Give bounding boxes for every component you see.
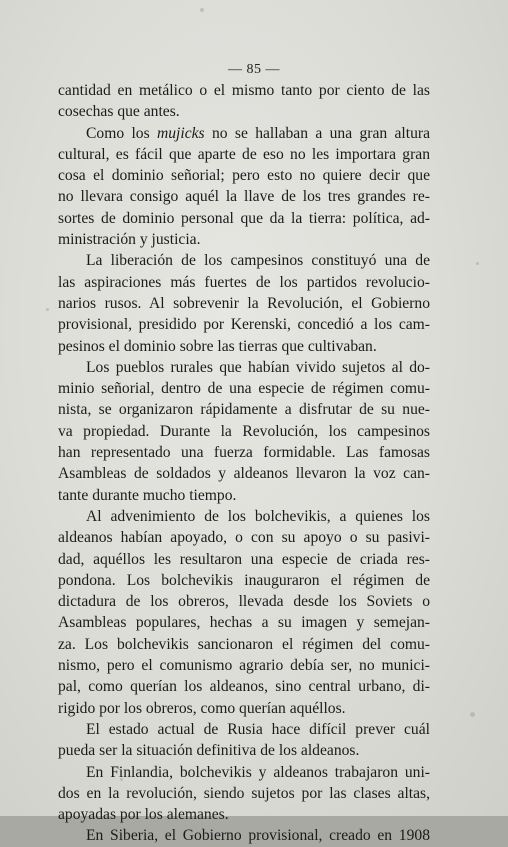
text-line: dad, aquéllos les resultaron una especie de criada res- [58, 550, 430, 568]
paper-speck [46, 308, 49, 311]
paragraph [58, 825, 430, 846]
text-line: rigido por los obreros, como querían aquéllos. [58, 699, 346, 717]
text-line: La liberación de los campesinos constituyó una de [86, 252, 430, 270]
text-line: Como los mujicks no se hallaban a una gran altura [86, 124, 430, 142]
paragraph [58, 506, 430, 719]
text-line: provisional, presidido por Kerenski, concedió a los cam- [58, 316, 430, 334]
text-line: za. Los bolchevikis sancionaron el régimen del comu- [58, 635, 430, 653]
text-line: nismo, pero el comunismo agrario debía ser, no munici- [58, 657, 430, 675]
text-line: cultural, es fácil que aparte de eso no les importara gran [58, 145, 430, 163]
paper-speck [470, 712, 475, 717]
text-line: Al advenimiento de los bolchevikis, a quienes los [86, 507, 430, 525]
text-line: sortes de dominio personal que da la tierra: política, ad- [58, 209, 430, 227]
text-line: pesinos el dominio sobre las tierras que cultivaban. [58, 337, 377, 355]
text-line: Los pueblos rurales que habían vivido sujetos al do- [86, 358, 430, 376]
text-line: aldeanos habían apoyado, o con su apoyo o su pasivi- [58, 529, 430, 547]
text-line: pueda ser la situación definitiva de los aldeanos. [58, 742, 360, 760]
page-number: — 85 — [228, 62, 280, 77]
italic-term: mujicks [156, 124, 205, 142]
text-line: narios rusos. Al sobrevenir la Revolución, el Gobierno [58, 294, 430, 312]
text-line: minio señorial, dentro de una especie de régimen comu- [58, 380, 430, 398]
text-line: El estado actual de Rusia hace difícil prever cuál [86, 720, 430, 738]
text-line: las aspiraciones más fuertes de los partidos revolucio- [58, 273, 430, 291]
text-line: Asambleas de soldados y aldeanos llevaron la voz can- [58, 465, 430, 483]
paragraph [58, 250, 430, 356]
paper-speck [476, 262, 479, 265]
text-line: Asambleas populares, hechas a su imagen y semejan- [58, 614, 430, 632]
body-text [58, 80, 430, 847]
paragraph [58, 123, 430, 251]
paragraph [58, 719, 430, 762]
paragraph [58, 80, 430, 123]
text-line: cantidad en metálico o el mismo tanto por ciento de las [58, 82, 430, 99]
text-line: pal, como querían los aldeanos, sino central urbano, di- [58, 678, 430, 696]
text-line: va propiedad. Durante la Revolución, los campesinos [58, 422, 430, 440]
text-line: cosa el dominio señorial; pero esto no quiere decir que [58, 167, 430, 185]
text-line: apoyadas por los alemanes. [58, 806, 229, 824]
text-line: dictadura de los obreros, llevada desde los Soviets o [58, 593, 430, 611]
paragraph [58, 357, 430, 506]
text-line: dos en la revolución, siendo sujetos por las clases altas, [58, 784, 430, 802]
text-line: han representado una fuerza formidable. Las famosas [58, 444, 430, 462]
paper-speck [200, 8, 204, 12]
text-line: ministración y justicia. [58, 231, 201, 249]
text-line: En Finlandia, bolchevikis y aldeanos trabajaron uni- [86, 763, 430, 781]
text-line: tante durante mucho tiempo. [58, 486, 237, 504]
text-line: no llevara consigo aquél la llave de los tres grandes re- [58, 188, 430, 206]
text-line: nista, se organizaron rápidamente a disfrutar de su nue- [58, 401, 430, 419]
text-line: En Siberia, el Gobierno provisional, creado en 1908 [86, 827, 430, 845]
text-line: cosechas que antes. [58, 103, 180, 121]
text-line: pondona. Los bolchevikis inauguraron el régimen de [58, 571, 430, 589]
